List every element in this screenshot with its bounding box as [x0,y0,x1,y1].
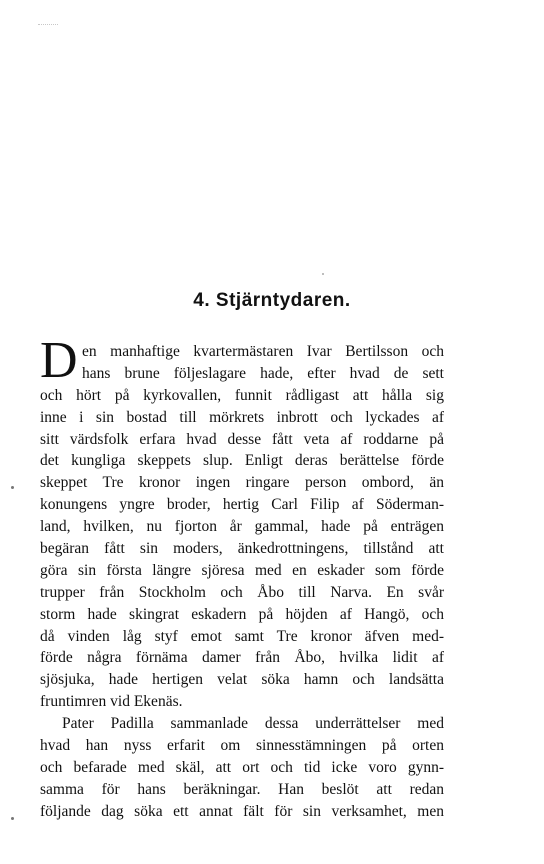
text-line: hans brune följeslagare hade, efter hvad de sett [82,364,444,382]
text-line: följande dag söka ett annat fält för sin verksamhet, men [40,802,444,820]
text-line: hvad han nyss erfarit om sinnesstämningen på orten [40,737,444,755]
margin-speck [11,817,14,820]
text-line: skeppet Tre kronor ingen ringare person ombord, än [40,474,444,492]
text-line: inne i sin bostad till mörkrets inbrott och lyckades af [40,408,444,426]
text-line: förde några förnäma damer från Åbo, hvilka lidit af [40,649,444,667]
text-line: konungens yngre broder, hertig Carl Filip af Söderman- [40,496,444,514]
text-line: göra sin första längre sjöresa med en eskader som förde [40,561,444,579]
text-line: då vinden låg styf emot samt Tre kronor äfven med- [40,627,444,645]
drop-cap: D [40,332,78,389]
text-line: och hört på kyrkovallen, funnit rådligast att hålla sig [40,386,444,404]
text-line: storm hade skingrat eskadern på höjden af Hangö, och [40,605,444,623]
text-line: och befarade med skäl, att ort och tid icke voro gynn- [40,758,444,776]
text-line: begäran fått sin moders, änkedrottningens, tillstånd att [40,540,444,558]
text-line: en manhaftige kvartermästaren Ivar Bertilsson och [82,343,444,360]
text-line: sjösjuka, hade hertigen velat söka hamn och landsätta [40,671,444,689]
text-line: fruntimren vid Ekenäs. [40,693,183,711]
text-line: det kungliga skeppets slup. Enligt deras berättelse förde [40,452,444,470]
text-line: trupper från Stockholm och Åbo till Narva. En svår [40,583,444,601]
text-line: land, hvilken, nu fjorton år gammal, hade på enträgen [40,518,444,536]
text-line: samma för hans beräkningar. Han beslöt att redan [40,780,444,798]
chapter-title: 4. Stjärntydaren. [193,290,351,311]
text-line: sitt värdsfolk erfara hvad desse fått veta af roddarne på [40,430,444,448]
text-line: Pater Padilla sammanlade dessa underrättelser med [62,715,444,733]
body-text [40,332,444,823]
page-edge-mark [38,24,58,26]
margin-speck [11,486,14,489]
page-speck [322,273,324,275]
